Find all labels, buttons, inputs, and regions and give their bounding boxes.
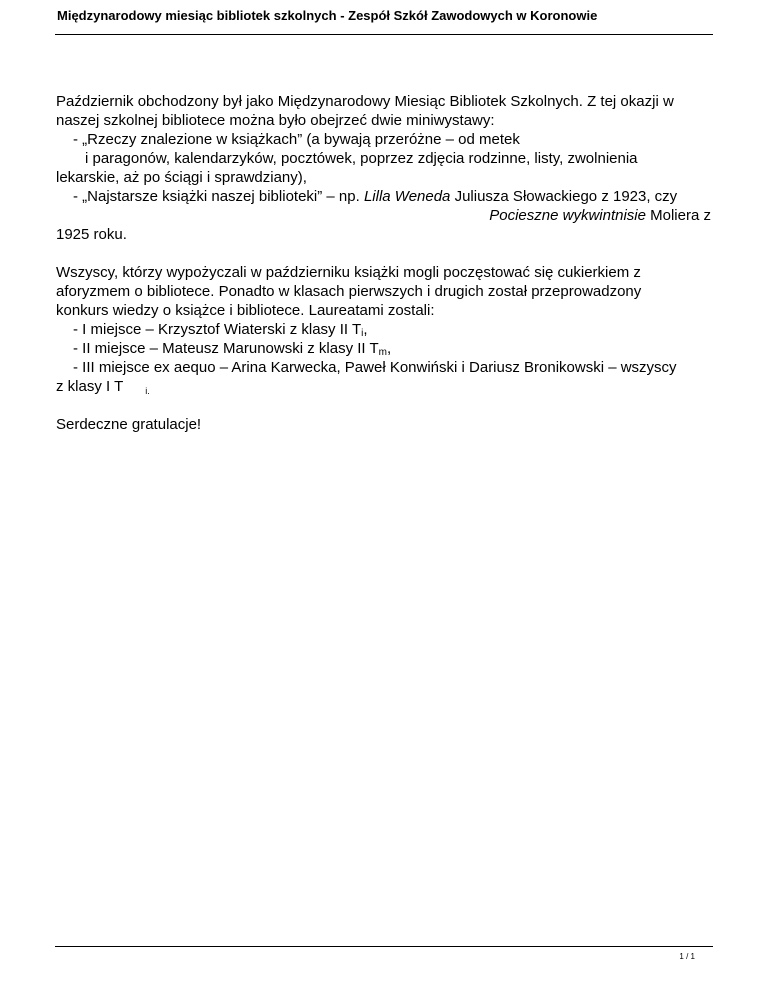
list-item — [56, 320, 716, 339]
paragraph-line: Październik obchodzony był jako Międzynarodowy Miesiąc Bibliotek Szkolnych. Z tej okazji w — [56, 93, 674, 110]
page-title: Międzynarodowy miesiąc bibliotek szkolnych - Zespół Szkół Zawodowych w Koronowie — [57, 8, 598, 23]
list-item: - „Rzeczy znalezione w książkach” (a bywają przeróżne – od metek — [73, 131, 520, 148]
class-subscript: i. — [145, 386, 150, 396]
list-item-text: - „Najstarsze książki naszej biblioteki” – np. — [73, 188, 364, 205]
list-item-continuation — [56, 206, 716, 225]
winner-text: - I miejsce – Krzysztof Wiaterski z klasy II T — [73, 321, 362, 338]
paragraph-line: naszej szkolnej bibliotece można było obejrzeć dwie miniwystawy: — [56, 112, 495, 129]
list-item-continuation: 1925 roku. — [56, 226, 127, 243]
closing-line: Serdeczne gratulacje! — [56, 416, 202, 433]
list-item-continuation: i paragonów, kalendarzyków, pocztówek, poprzez zdjęcia rodzinne, listy, zwolnienia — [85, 150, 638, 167]
paragraph-line: Wszyscy, którzy wypożyczali w październiku książki mogli poczęstować się cukierkiem z — [56, 264, 641, 281]
punctuation: , — [363, 321, 368, 338]
class-subscript: i — [361, 328, 364, 339]
footer-divider — [55, 946, 713, 947]
book-title: Lilla Weneda — [363, 188, 451, 205]
page-number: 1 / 1 — [679, 952, 695, 961]
winner-text: - II miejsce – Mateusz Marunowski z klasy II T — [73, 340, 379, 357]
header-divider — [55, 34, 713, 35]
class-subscript: m — [378, 347, 387, 358]
list-item-continuation: lekarskie, aż po ściągi i sprawdziany), — [56, 169, 307, 186]
list-item — [56, 187, 716, 206]
book-title: Pocieszne wykwintnisie — [489, 207, 646, 224]
winner-text: z klasy I T — [56, 378, 124, 395]
punctuation: , — [386, 340, 392, 357]
paragraph-line: aforyzmem o bibliotece. Ponadto w klasach pierwszych i drugich został przeprowadzony — [56, 283, 642, 300]
list-item: - III miejsce ex aequo – Arina Karwecka, Paweł Konwiński i Dariusz Bronikowski – wszyscy — [73, 359, 677, 376]
list-item-continuation — [56, 377, 716, 396]
list-item — [56, 339, 716, 358]
paragraph-line: konkurs wiedzy o książce i bibliotece. Laureatami zostali: — [56, 302, 435, 319]
list-item-text: Moliera z — [645, 207, 711, 224]
document-body — [56, 92, 716, 434]
list-item-text: Juliusza Słowackiego z 1923, czy — [450, 188, 678, 205]
